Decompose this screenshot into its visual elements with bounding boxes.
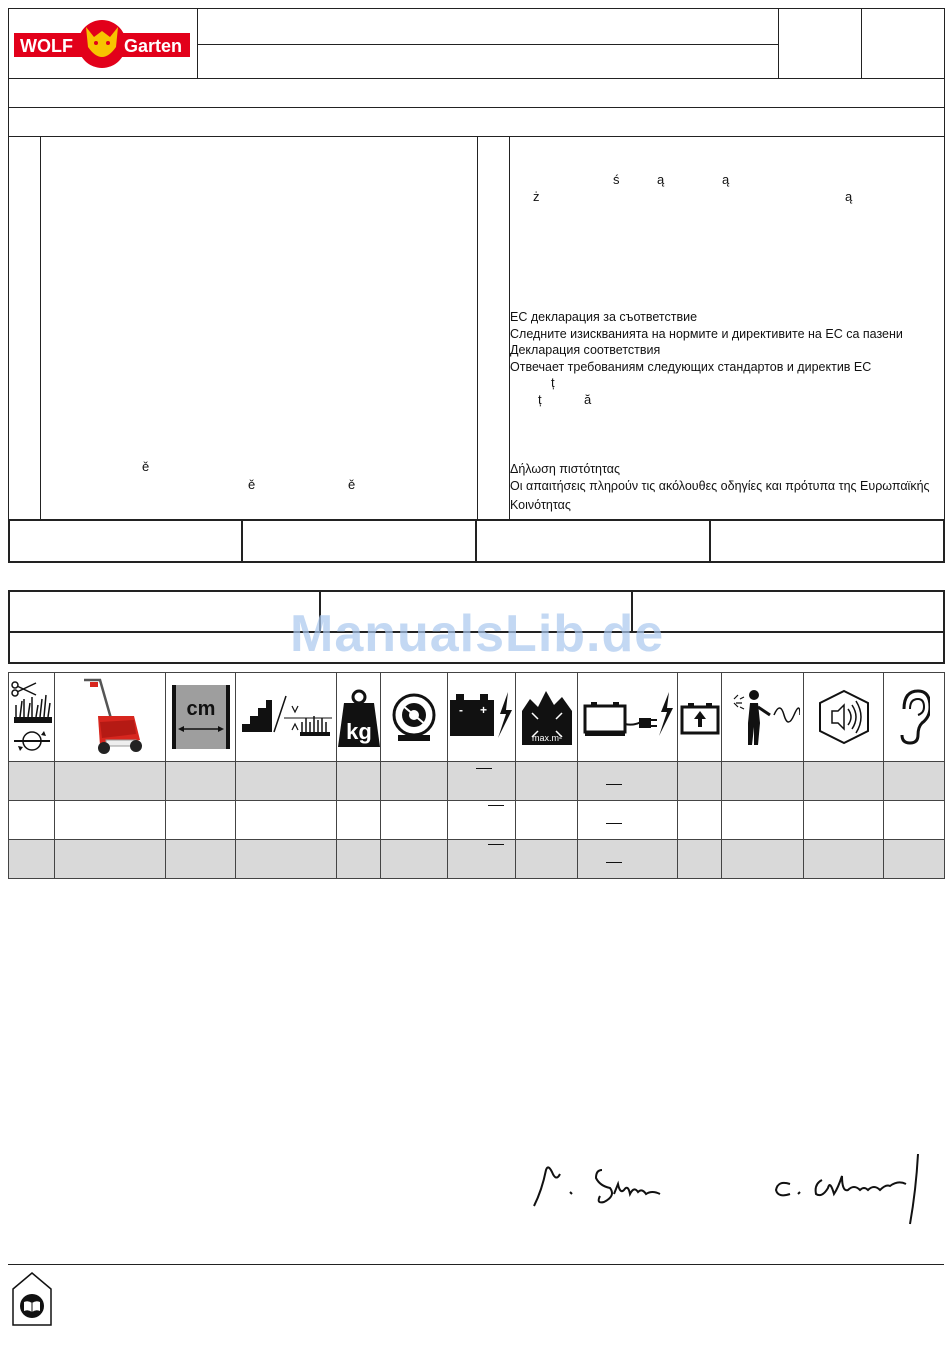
bg-title: EC декларация за съответствие: [510, 310, 698, 324]
ro-glyph-1: ț: [551, 375, 555, 390]
sound-power-icon: [804, 673, 884, 762]
svg-text:+: +: [479, 703, 487, 717]
decl-left-num-col: [8, 136, 41, 520]
info-divider-3: [709, 519, 711, 563]
weight-kg-icon: [337, 673, 381, 762]
height-adjust-icon: [236, 673, 337, 762]
spec-table: [8, 672, 945, 879]
svg-text:-: -: [458, 703, 463, 717]
scissors-grass-rotate-icon: [9, 673, 55, 762]
signature-2: [770, 1150, 930, 1230]
motor-icon: [381, 673, 448, 762]
subheader-row-2: [8, 107, 945, 137]
decl-left-text-col: [40, 136, 478, 520]
ear-icon: [884, 673, 945, 762]
capacity-icon: [678, 673, 722, 762]
max-m2-label: max.m²: [531, 733, 562, 743]
signature-1: [530, 1160, 670, 1212]
brand-right: Garten: [124, 36, 183, 56]
ru-title: Декларация соответствия: [510, 343, 661, 357]
spec-row-1: [9, 762, 945, 801]
header-title-bottom: [197, 44, 779, 79]
header-cell-a: [778, 8, 862, 79]
cm-label: cm: [186, 698, 215, 720]
read-manual-icon: [11, 1271, 53, 1327]
gr-title: Δήλωση πιστότητας: [510, 462, 620, 476]
dc-symbol: [606, 784, 622, 786]
area-max-m2-icon: [516, 673, 578, 762]
spec-row-2: [9, 801, 945, 840]
spec-icon-row: [9, 673, 945, 762]
info-divider-2: [475, 519, 477, 563]
watermark: ManualsLib.de: [290, 605, 665, 663]
pl-glyph-2: ą: [657, 172, 665, 187]
logo-cell: [8, 8, 198, 79]
cz-glyph-3: ě: [348, 477, 356, 492]
dc-symbol: [488, 844, 504, 846]
cz-glyph-1: ě: [142, 459, 150, 474]
cz-glyph-2: ě: [248, 477, 256, 492]
brand-left: WOLF: [20, 36, 73, 56]
gr-text-line1: Οι απαιτήσεις πληρούν τις ακόλουθες οδηγίες και πρότυπα της Ευρωπαϊκής: [510, 479, 930, 493]
dc-symbol: [488, 805, 504, 807]
scarifier-machine-icon: [55, 673, 166, 762]
bg-text: Следните изискванията на нормите и директивите на ЕС са пазени: [510, 327, 903, 341]
wolf-garten-logo: [14, 19, 190, 69]
info-divider-1: [241, 519, 243, 563]
ro-glyph-2: ț: [538, 392, 542, 407]
dc-symbol: [606, 823, 622, 825]
dc-symbol: [606, 862, 622, 864]
working-width-cm-icon: [166, 673, 236, 762]
ru-text: Отвечает требованиям следующих стандартов и директив ЕС: [510, 360, 872, 374]
charger-icon: [578, 673, 678, 762]
header-cell-b: [861, 8, 945, 79]
pl-glyph-5: ą: [845, 189, 853, 204]
battery-icon: [448, 673, 516, 762]
pl-glyph-1: ś: [613, 172, 620, 187]
pl-glyph-4: ż: [533, 189, 540, 204]
footer-divider: [8, 1264, 944, 1265]
gr-text-line2: Κοινότητας: [510, 498, 571, 512]
spec-row-3: [9, 840, 945, 879]
subheader-row-1: [8, 78, 945, 108]
kg-label: kg: [345, 719, 372, 744]
decl-right-num-col: [477, 136, 510, 520]
dc-symbol: [476, 768, 492, 770]
ro-glyph-3: ă: [584, 392, 592, 407]
pl-glyph-3: ą: [722, 172, 730, 187]
vibration-icon: [722, 673, 804, 762]
header-title-top: [197, 8, 779, 45]
